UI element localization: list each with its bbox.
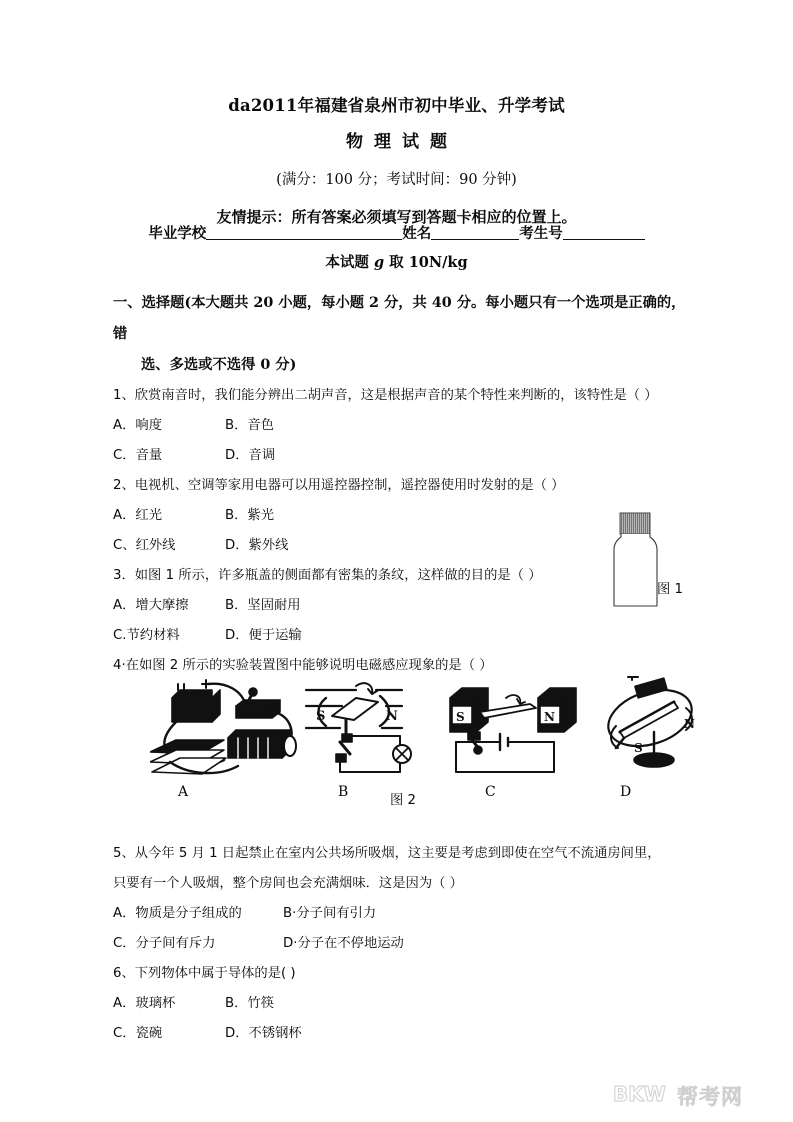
figure-2-caption: 图 2	[390, 793, 416, 808]
gravity-note	[0, 251, 793, 272]
question-1-options-row-2	[113, 441, 693, 471]
watermark-bkw	[613, 1079, 783, 1111]
gravity-symbol: g	[373, 254, 385, 271]
page-title: da2011年福建省泉州市初中毕业、升学考试	[228, 96, 565, 115]
gravity-note-suffix: 取 10N/kg	[384, 254, 468, 271]
apparatus-b-icon	[306, 683, 411, 772]
question-6-option-a[interactable]: A．玻璃杯	[113, 996, 176, 1011]
section-heading	[113, 288, 693, 381]
score-time-line: (满分：100 分；考试时间：90 分钟)	[276, 171, 517, 188]
question-3-option-b[interactable]: B．坚固耐用	[225, 598, 301, 613]
svg-text:S: S	[316, 709, 326, 724]
section-heading-line1: 一、选择题(本大题共 20 小题，每小题 2 分，共 40 分。每小题只有一个选项是正确的，错	[113, 295, 686, 342]
question-5-options-row-2	[113, 929, 693, 959]
figure-2-label-a: A	[178, 784, 189, 800]
figure-1-caption: 图 1	[657, 582, 683, 597]
page-subtitle: 物理试题	[346, 131, 458, 152]
name-blank-line[interactable]	[431, 225, 519, 240]
question-1-stem: 1、欣赏南音时，我们能分辨出二胡声音，这是根据声音的某个特性来判断的，该特性是（ ）	[113, 388, 658, 403]
question-2-option-b[interactable]: B．紫光	[225, 508, 275, 523]
svg-text:N: N	[386, 709, 398, 724]
question-3-stem: 3．如图 1 所示，许多瓶盖的侧面都有密集的条纹，这样做的目的是（ ）	[113, 568, 542, 583]
exam-id-blank-line[interactable]	[563, 225, 645, 240]
section-heading-line2: 选、多选或不选得 0 分)	[141, 357, 297, 373]
question-2-option-a[interactable]: A．红光	[113, 508, 162, 523]
svg-text:S: S	[634, 741, 643, 755]
figure-2-letter-labels	[150, 784, 710, 804]
question-3-option-c[interactable]: C.节约材料	[113, 628, 180, 643]
question-2-option-c[interactable]: C、红外线	[113, 538, 176, 553]
question-6-options-row-1	[113, 989, 693, 1019]
apparatus-a-icon	[150, 680, 296, 774]
question-3-options-row-2	[113, 621, 693, 651]
watermark-chinese-text: 帮考网	[677, 1085, 743, 1109]
student-info-row	[0, 222, 793, 243]
apparatus-d-icon	[601, 676, 699, 767]
question-1-options-row-1	[113, 411, 693, 441]
apparatus-c-icon	[450, 688, 576, 772]
questions-container	[113, 288, 693, 1049]
question-1-option-c[interactable]: C．音量	[113, 448, 163, 463]
question-1-option-b[interactable]: B．音色	[225, 418, 275, 433]
question-4-stem: 4·在如图 2 所示的实验装置图中能够说明电磁感应现象的是（ ）	[113, 658, 493, 673]
gravity-note-prefix: 本试题	[325, 254, 374, 271]
question-1-option-d[interactable]: D．音调	[225, 448, 276, 463]
question-5-stem-line-2: 只要有一个人吸烟，整个房间也会充满烟味．这是因为（ ）	[113, 876, 463, 891]
name-label: 姓名	[402, 225, 432, 242]
question-6-option-c[interactable]: C．瓷碗	[113, 1026, 163, 1041]
question-3-option-a[interactable]: A．增大摩擦	[113, 598, 189, 613]
watermark-latin-text: BKW	[613, 1082, 666, 1106]
document-header	[0, 96, 793, 227]
question-6-stem: 6、下列物体中属于导体的是( )	[113, 966, 296, 981]
figure-2-label-c: C	[485, 784, 496, 800]
question-5-option-a[interactable]: A．物质是分子组成的	[113, 906, 242, 921]
svg-text:N: N	[684, 717, 695, 731]
question-5-option-b[interactable]: B·分子间有引力	[283, 906, 377, 921]
question-5-option-d[interactable]: D·分子在不停地运动	[283, 936, 404, 951]
friendly-tip-line: 友情提示：所有答案必须填写到答题卡相应的位置上。	[216, 207, 577, 226]
question-3-option-d[interactable]: D．便于运输	[225, 628, 302, 643]
svg-text:S: S	[456, 710, 465, 724]
school-label: 毕业学校	[148, 225, 207, 242]
question-5-options-row-1	[113, 899, 693, 929]
figure-2-label-d: D	[620, 784, 632, 800]
svg-text:N: N	[544, 710, 555, 724]
question-2-stem: 2、电视机、空调等家用电器可以用遥控器控制，遥控器使用时发射的是（ ）	[113, 478, 565, 493]
question-5-stem-line-1: 5、从今年 5 月 1 日起禁止在室内公共场所吸烟，这主要是考虑到即使在空气不流通房间里，	[113, 846, 661, 861]
question-2-option-d[interactable]: D．紫外线	[225, 538, 289, 553]
school-blank-line[interactable]	[206, 225, 402, 240]
question-1-option-a[interactable]: A．响度	[113, 418, 162, 433]
question-6-option-b[interactable]: B．竹筷	[225, 996, 275, 1011]
figure-2-label-b: B	[338, 784, 349, 800]
exam-id-label: 考生号	[519, 225, 563, 242]
question-5-option-c[interactable]: C．分子间有斥力	[113, 936, 216, 951]
question-6-options-row-2	[113, 1019, 693, 1049]
question-6-option-d[interactable]: D．不锈钢杯	[225, 1026, 302, 1041]
